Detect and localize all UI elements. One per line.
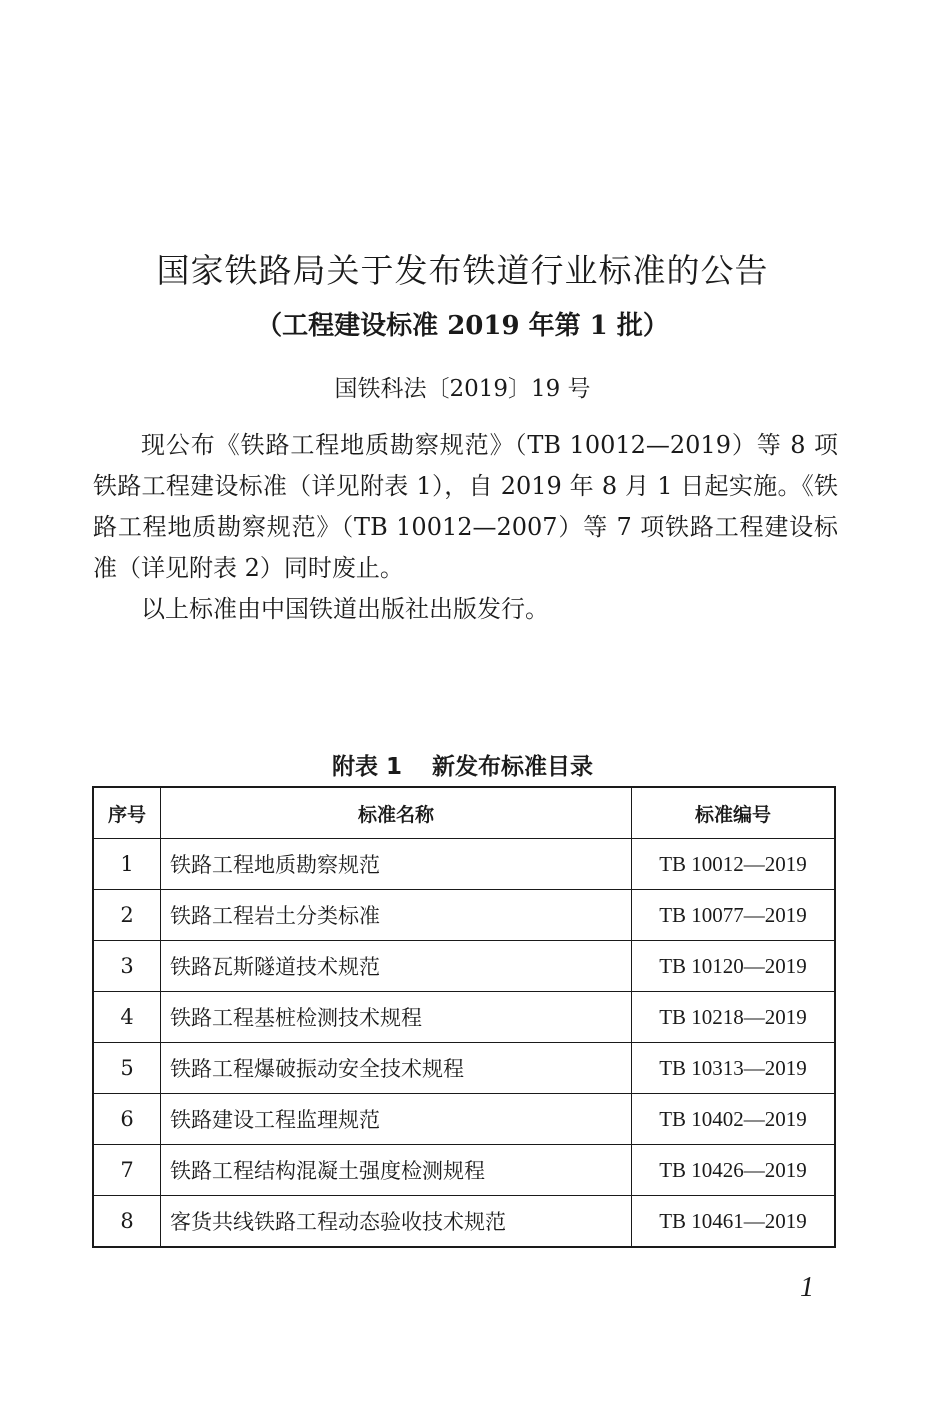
row-no: 8 xyxy=(93,1196,161,1248)
table-row xyxy=(93,1043,835,1094)
table-row xyxy=(93,941,835,992)
row-code: TB 10120—2019 xyxy=(632,941,835,992)
announcement-body xyxy=(93,425,838,630)
row-code: TB 10077—2019 xyxy=(632,890,835,941)
row-code: TB 10461—2019 xyxy=(632,1196,835,1248)
table-caption-label: 附表 1 xyxy=(331,754,402,780)
document-number: 国铁科法〔2019〕19 号 xyxy=(334,376,591,402)
row-code: TB 10402—2019 xyxy=(632,1094,835,1145)
header-no: 序号 xyxy=(93,787,161,839)
table-caption xyxy=(0,748,925,781)
paragraph: 以上标准由中国铁道出版社出版发行。 xyxy=(141,595,549,623)
table-caption-text: 新发布标准目录 xyxy=(432,754,593,780)
row-name: 铁路建设工程监理规范 xyxy=(161,1094,632,1145)
row-no: 6 xyxy=(93,1094,161,1145)
row-code: TB 10426—2019 xyxy=(632,1145,835,1196)
row-name: 客货共线铁路工程动态验收技术规范 xyxy=(161,1196,632,1248)
paragraph: 现公布《铁路工程地质勘察规范》（TB 10012—2019）等 8 项铁路工程建设标准（详见附表 1），自 2019 年 8 月 1 日起实施。《铁路工程地质勘察规范》（TB 10012—2007）等 7 项铁路工程建设标准（详见附表 2）同时废止。 xyxy=(93,431,838,582)
row-no: 3 xyxy=(93,941,161,992)
page-number: 1 xyxy=(800,1272,814,1303)
row-name: 铁路工程爆破振动安全技术规程 xyxy=(161,1043,632,1094)
row-name: 铁路工程地质勘察规范 xyxy=(161,839,632,890)
row-name: 铁路工程基桩检测技术规程 xyxy=(161,992,632,1043)
page-title: 国家铁路局关于发布铁道行业标准的公告 xyxy=(156,251,769,290)
table-row xyxy=(93,1196,835,1248)
row-name: 铁路工程结构混凝土强度检测规程 xyxy=(161,1145,632,1196)
header-code: 标准编号 xyxy=(632,787,835,839)
row-code: TB 10012—2019 xyxy=(632,839,835,890)
row-no: 1 xyxy=(93,839,161,890)
page-subtitle: （工程建设标准 2019 年第 1 批） xyxy=(256,311,669,341)
standards-table xyxy=(92,786,836,1248)
table-header-row xyxy=(93,787,835,839)
table-row xyxy=(93,992,835,1043)
row-no: 5 xyxy=(93,1043,161,1094)
row-no: 4 xyxy=(93,992,161,1043)
table-row xyxy=(93,1145,835,1196)
row-no: 2 xyxy=(93,890,161,941)
row-code: TB 10218—2019 xyxy=(632,992,835,1043)
header-name: 标准名称 xyxy=(161,787,632,839)
row-name: 铁路瓦斯隧道技术规范 xyxy=(161,941,632,992)
row-code: TB 10313—2019 xyxy=(632,1043,835,1094)
table-row xyxy=(93,1094,835,1145)
table-row xyxy=(93,890,835,941)
table-row xyxy=(93,839,835,890)
row-name: 铁路工程岩土分类标准 xyxy=(161,890,632,941)
row-no: 7 xyxy=(93,1145,161,1196)
